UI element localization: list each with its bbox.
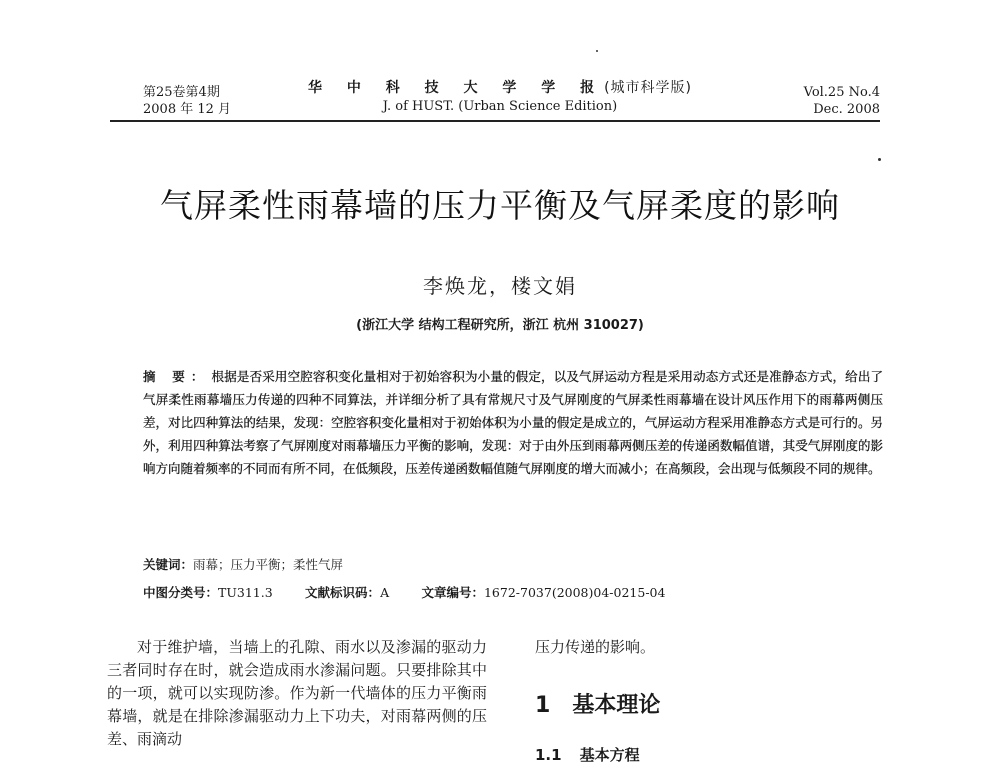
section-title: 基本理论 [572,693,661,718]
abstract-label: 摘 要： [143,369,210,384]
affiliation: (浙江大学 结构工程研究所，浙江 杭州 310027) [356,318,644,333]
clc-value: TU311.3 [218,585,273,600]
volume-issue-en: Vol.25 No.4 [803,85,880,100]
paper-title: 气屏柔性雨幕墙的压力平衡及气屏柔度的影响 [160,186,840,225]
journal-name-en: J. of HUST. (Urban Science Edition) [382,99,618,114]
doc-code-value: A [380,585,390,600]
subsection-title: 基本方程 [579,746,640,764]
keywords [143,555,343,573]
volume-issue-cn: 第25卷第4期 [143,85,220,100]
date-en: Dec. 2008 [813,102,880,117]
subsection-number: 1.1 [535,746,562,764]
section-number: 1 [535,693,551,718]
keywords-text: 雨幕；压力平衡；柔性气屏 [193,557,344,572]
body-column-2-text: 压力传递的影响。 [535,638,656,656]
authors: 李焕龙，楼文娟 [423,274,577,298]
abstract-text: 根据是否采用空腔容积变化量相对于初始容积为小量的假定，以及气屏运动方程是采用动态方式还是准静态方式，给出了气屏柔性雨幕墙压力传递的四种不同算法，并详细分析了具有常规尺寸及气屏刚度的气屏柔性雨幕墙在设计风压作用下的雨幕两侧压差，对比四种算法的结果，发现：空腔容积变化量相对于初始体积为小量的假定是成立的，气屏运动方程采用准静态方式是可行的。另外，利用四种算法考察了气屏刚度对雨幕墙压力平衡的影响，发现：对于由外压到雨幕两侧压差的传递函数幅值谱，其受气屏刚度的影响方向随着频率的不同而有所不同，在低频段，压差传递函数幅值随气屏刚度的增大而减小；在高频段，会出现与低频段不同的规律。 [143,369,883,476]
issue-info-en [804,84,880,118]
scan-speck [596,50,598,52]
keywords-label: 关键词： [143,557,194,572]
date-cn: 2008 年 12 月 [143,102,232,117]
journal-name-cn: 华 中 科 技 大 学 学 报(城市科学版) [307,80,693,96]
header-rule [110,120,880,122]
abstract [143,365,883,480]
section-heading-1 [535,688,660,719]
clc-label: 中图分类号： [143,585,219,600]
subsection-heading-1-1 [535,744,640,765]
journal-edition-cn: (城市科学版) [604,80,693,96]
doc-code-label: 文献标识码： [305,585,381,600]
scan-speck [878,158,881,161]
classification-line [143,583,665,601]
body-column-1-paragraph: 对于维护墙，当墙上的孔隙、雨水以及渗漏的驱动力三者同时存在时，就会造成雨水渗漏问题。只要排除其中的一项，就可以实现防渗。作为新一代墙体的压力平衡雨幕墙，就是在排除渗漏驱动力上下功夫，对雨幕两侧的压差、雨滴动 [107,638,487,748]
article-number-label: 文章编号： [421,585,484,600]
article-number-value: 1672-7037(2008)04-0215-04 [483,585,666,600]
